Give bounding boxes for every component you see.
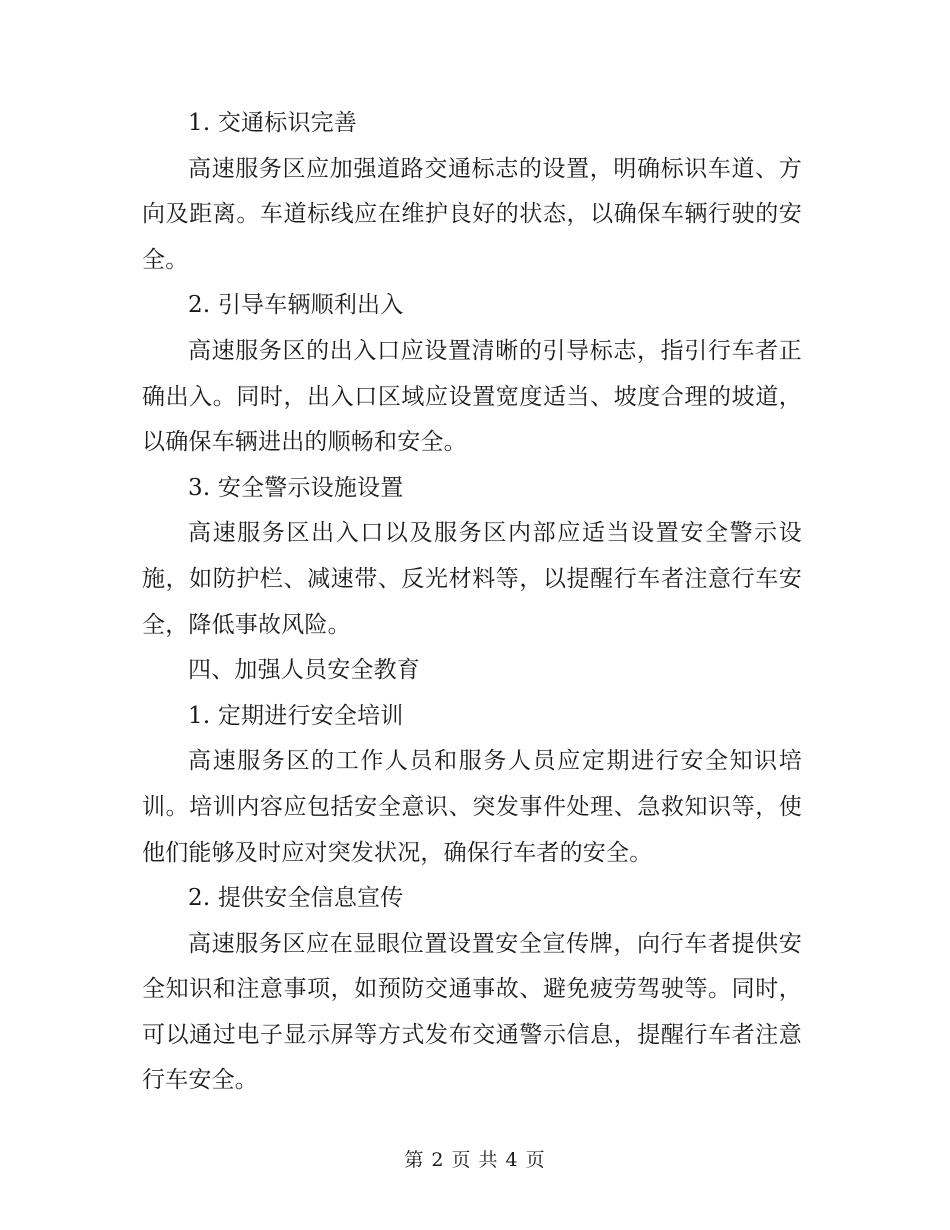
section-heading-safety-publicity: 2. 提供安全信息宣传 bbox=[188, 885, 404, 912]
chapter-heading-safety-education: 四、加强人员安全教育 bbox=[188, 657, 420, 684]
paragraph-safety-training: 高速服务区的工作人员和服务人员应定期进行安全知识培训。培训内容应包括安全意识、突发事件处理、急救知识等，使他们能够及时应对突发状况，确保行车者的安全。 bbox=[142, 748, 802, 866]
page-number-footer: 第 2 页 共 4 页 bbox=[404, 1149, 546, 1171]
section-heading-safety-training: 1. 定期进行安全培训 bbox=[188, 702, 404, 729]
paragraph-safety-publicity: 高速服务区应在显眼位置设置安全宣传牌，向行车者提供安全知识和注意事项，如预防交通事故、避免疲劳驾驶等。同时，可以通过电子显示屏等方式发布交通警示信息，提醒行车者注意行车安全。 bbox=[142, 930, 802, 1094]
section-heading-vehicle-guidance: 2. 引导车辆顺利出入 bbox=[188, 292, 404, 319]
document-body bbox=[142, 101, 802, 1104]
section-heading-traffic-signs: 1. 交通标识完善 bbox=[188, 110, 358, 136]
paragraph-traffic-signs: 高速服务区应加强道路交通标志的设置，明确标识车道、方向及距离。车道标线应在维护良好的状态，以确保车辆行驶的安全。 bbox=[142, 155, 802, 273]
section-heading-warning-facilities: 3. 安全警示设施设置 bbox=[188, 474, 404, 501]
paragraph-warning-facilities: 高速服务区出入口以及服务区内部应适当设置安全警示设施，如防护栏、减速带、反光材料等，以提醒行车者注意行车安全，降低事故风险。 bbox=[142, 520, 802, 638]
paragraph-vehicle-guidance: 高速服务区的出入口应设置清晰的引导标志，指引行车者正确出入。同时，出入口区域应设置宽度适当、坡度合理的坡道，以确保车辆进出的顺畅和安全。 bbox=[142, 337, 802, 456]
